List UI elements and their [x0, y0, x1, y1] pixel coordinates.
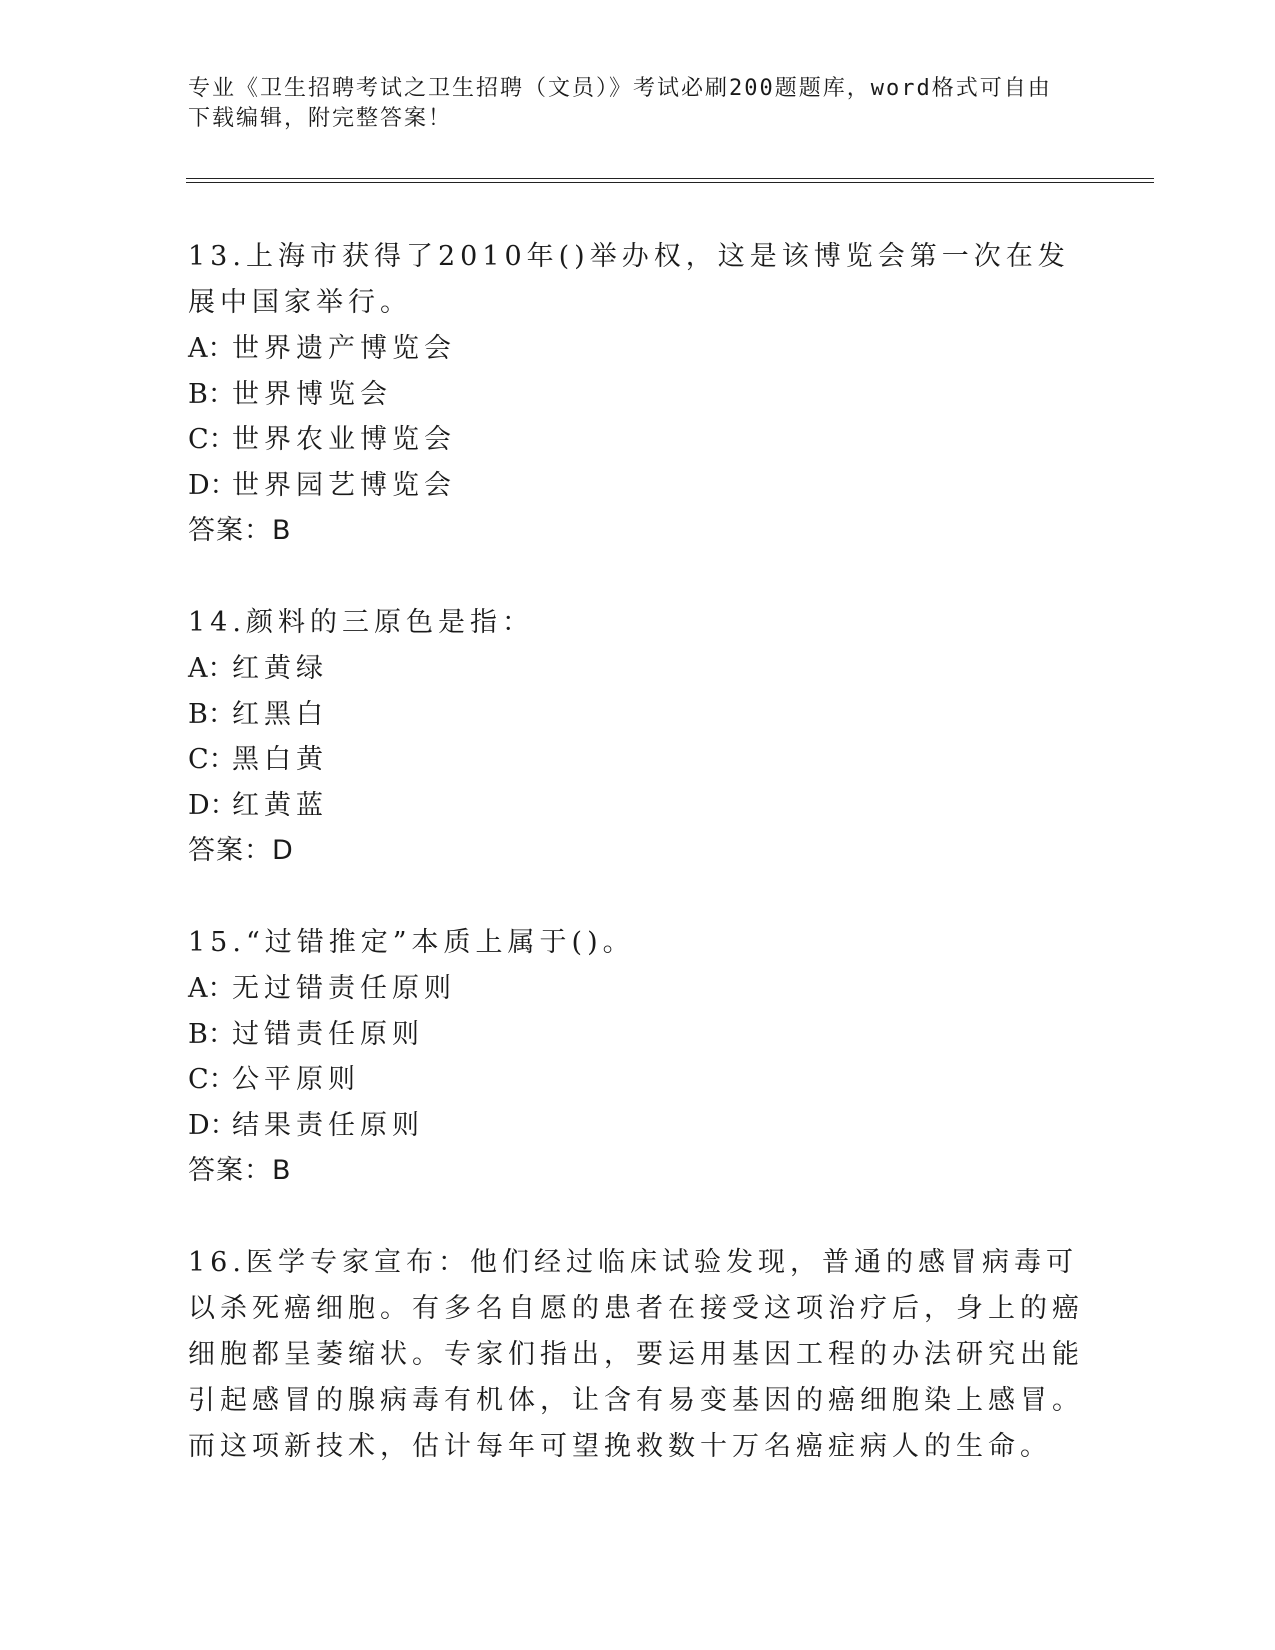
option-a: [188, 966, 1088, 1012]
option-letter: B：: [188, 378, 235, 410]
option-b: [188, 1012, 1088, 1058]
header-divider: [186, 178, 1154, 183]
answer-line: 答案：D: [188, 835, 294, 866]
option-letter: C：: [188, 744, 236, 775]
option-letter: A：: [188, 333, 235, 364]
question-15: [188, 920, 1088, 1194]
question-14: [188, 600, 1088, 874]
option-text: 世界园艺博览会: [232, 469, 456, 501]
option-a: [188, 646, 1088, 692]
option-text: 世界农业博览会: [232, 424, 456, 455]
option-d: [188, 463, 1088, 509]
option-text: 世界遗产博览会: [232, 333, 456, 364]
option-c: [188, 737, 1088, 783]
option-d: [188, 1103, 1088, 1149]
option-text: 过错责任原则: [232, 1018, 424, 1050]
option-c: [188, 417, 1088, 463]
question-13: [188, 234, 1088, 554]
question-stem: 14.颜料的三原色是指：: [188, 607, 534, 638]
document-header: 专业《卫生招聘考试之卫生招聘（文员）》考试必刷200题题库，word格式可自由下载编辑，附完整答案！: [188, 76, 1052, 131]
question-16: [188, 1240, 1088, 1470]
option-text: 黑白黄: [232, 744, 328, 775]
option-a: [188, 326, 1088, 372]
option-text: 红黄蓝: [232, 789, 328, 821]
option-b: [188, 692, 1088, 738]
option-text: 世界博览会: [232, 378, 392, 410]
option-d: [188, 783, 1088, 829]
option-text: 红黄绿: [232, 653, 328, 684]
option-text: 无过错责任原则: [232, 973, 456, 1004]
option-letter: B：: [188, 698, 235, 730]
option-c: [188, 1057, 1088, 1103]
option-b: [188, 372, 1088, 418]
option-letter: A：: [188, 653, 235, 684]
option-letter: D：: [188, 469, 237, 501]
question-stem: 13.上海市获得了2010年()举办权，这是该博览会第一次在发展中国家举行。: [188, 241, 1070, 318]
answer-line: 答案：B: [188, 515, 292, 546]
option-letter: D：: [188, 1109, 237, 1141]
question-list: [188, 234, 1088, 1516]
option-letter: C：: [188, 1064, 236, 1095]
option-text: 公平原则: [232, 1064, 360, 1095]
option-letter: A：: [188, 973, 235, 1004]
option-letter: D：: [188, 789, 237, 821]
option-text: 红黑白: [232, 698, 328, 730]
answer-line: 答案：B: [188, 1155, 292, 1186]
question-stem: 16.医学专家宣布：他们经过临床试验发现，普通的感冒病毒可以杀死癌细胞。有多名自愿的患者在接受这项治疗后，身上的癌细胞都呈萎缩状。专家们指出，要运用基因工程的办法研究出能引起感冒的腺病毒有机体，让含有易变基因的癌细胞染上感冒。而这项新技术，估计每年可望挽救数十万名癌症病人的生命。: [188, 1247, 1084, 1462]
option-letter: B：: [188, 1018, 235, 1050]
option-letter: C：: [188, 424, 236, 455]
question-stem: 15.“过错推定”本质上属于()。: [188, 927, 635, 958]
option-text: 结果责任原则: [232, 1109, 424, 1141]
